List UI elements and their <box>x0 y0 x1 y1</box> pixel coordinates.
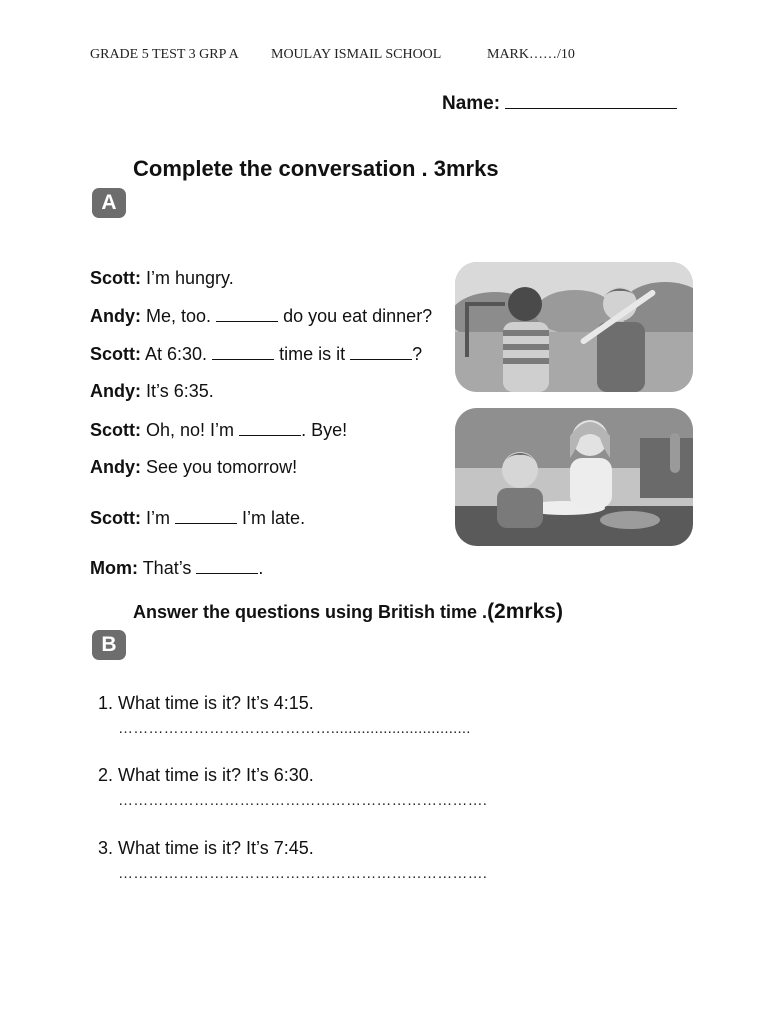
answer-dotted-line[interactable]: ………………………………………………………………. <box>118 865 488 882</box>
answer-blank[interactable] <box>212 344 274 360</box>
name-underline <box>505 92 677 109</box>
conversation-line: Mom: That’s . <box>90 558 264 578</box>
answer-blank[interactable] <box>239 420 301 436</box>
section-a-badge: A <box>92 188 126 218</box>
answer-blank[interactable] <box>196 558 258 574</box>
section-b-title: Answer the questions using British time .(2mrks) <box>133 600 563 623</box>
mom-dinner-illustration <box>455 408 693 546</box>
question-item: 1. What time is it? It’s 4:15. <box>98 693 314 713</box>
answer-dotted-line[interactable]: ………………………………………………………………. <box>118 792 488 809</box>
conversation-line: Scott: At 6:30. time is it ? <box>90 344 423 364</box>
conversation-line: Scott: I’m hungry. <box>90 268 234 288</box>
header-mark: MARK……/10 <box>487 47 575 62</box>
conversation-line: Scott: Oh, no! I’m . Bye! <box>90 420 348 440</box>
section-a-title: Complete the conversation . 3mrks <box>133 156 499 181</box>
header-grade: GRADE 5 TEST 3 GRP A <box>90 47 239 62</box>
conversation-line: Andy: See you tomorrow! <box>90 457 298 477</box>
question-item: 2. What time is it? It’s 6:30. <box>98 765 314 785</box>
answer-blank[interactable] <box>175 508 237 524</box>
answer-dotted-line[interactable]: ……………………………………................................ <box>118 720 471 737</box>
name-field[interactable] <box>442 92 677 115</box>
name-label: Name: <box>442 93 501 114</box>
section-b-badge: B <box>92 630 126 660</box>
question-item: 3. What time is it? It’s 7:45. <box>98 838 314 858</box>
answer-blank[interactable] <box>350 344 412 360</box>
conversation-line: Scott: I’m I’m late. <box>90 508 306 528</box>
answer-blank[interactable] <box>216 306 278 322</box>
section-b-marks: (2mrks) <box>487 600 563 623</box>
header-school: MOULAY ISMAIL SCHOOL <box>271 47 442 62</box>
conversation-line: Andy: Me, too. do you eat dinner? <box>90 306 433 326</box>
conversation-line: Andy: It’s 6:35. <box>90 381 214 401</box>
boys-outdoors-illustration <box>455 262 693 392</box>
